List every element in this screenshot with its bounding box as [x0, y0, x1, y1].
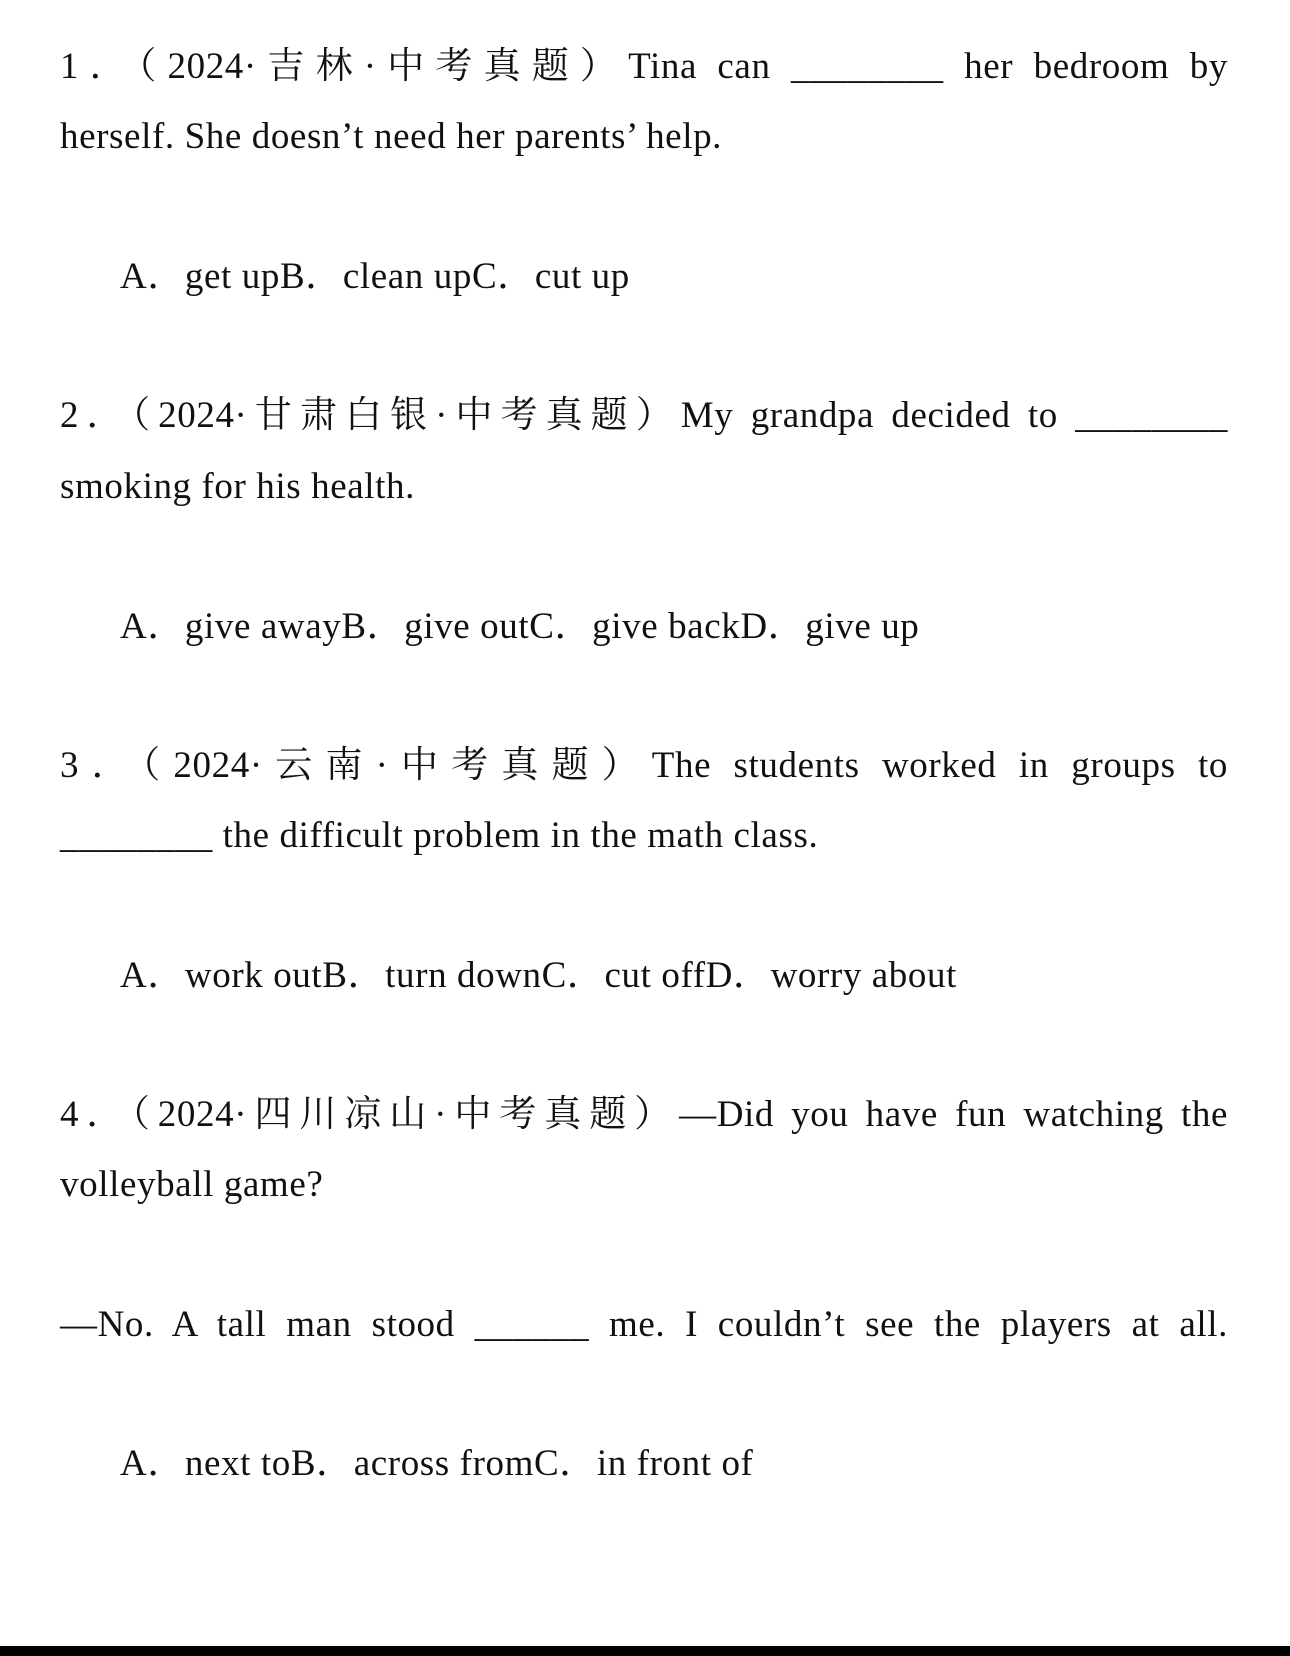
question-2-stem-line-1: 2．（2024·甘肃白银·中考真题）My grandpa decided to ________ — [60, 395, 1228, 436]
question-4-stem-line-1: 4．（2024·四川凉山·中考真题）—Did you have fun watching the — [60, 1094, 1228, 1135]
question-4-stem-line-2: volleyball game? — [60, 1164, 324, 1205]
question-4-options: A．next toB．across fromC．in front of — [120, 1443, 754, 1484]
question-1-stem-line-1: 1．（2024·吉林·中考真题）Tina can ________ her bedroom by — [60, 46, 1228, 87]
question-1-stem-line-2: herself. She doesn’t need her parents’ help. — [60, 116, 723, 157]
question-4-dialogue-line: —No. A tall man stood ______ me. I couldn’t see the players at all. — [60, 1304, 1228, 1345]
question-2-options: A．give awayB．give outC．give backD．give up — [120, 606, 920, 647]
question-2-stem-line-2: smoking for his health. — [60, 466, 415, 507]
question-3-stem-line-1: 3．（2024·云南·中考真题）The students worked in groups to — [60, 745, 1228, 786]
question-1-options: A．get upB．clean upC．cut up — [120, 256, 630, 297]
bottom-edge-rule — [0, 1646, 1290, 1656]
question-3-stem-line-2: ________ the difficult problem in the math class. — [60, 815, 819, 856]
question-3-options: A．work outB．turn downC．cut offD．worry about — [120, 955, 957, 996]
